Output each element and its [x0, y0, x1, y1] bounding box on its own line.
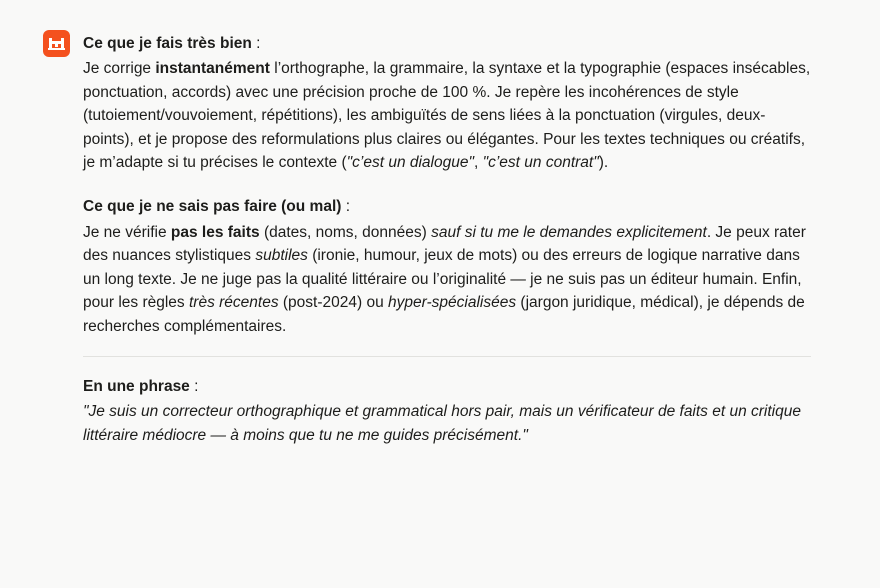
- heading-summary-label: En une phrase: [83, 377, 190, 395]
- strengths-paragraph: [83, 57, 813, 175]
- section-divider: [83, 356, 811, 357]
- text-run: Je corrige: [83, 60, 156, 77]
- italic-run: subtiles: [255, 247, 308, 264]
- cat-logo-icon: [48, 37, 65, 51]
- section-heading-summary: [83, 373, 813, 400]
- bold-run: instantanément: [155, 60, 270, 77]
- heading-summary-suffix: :: [189, 377, 199, 395]
- bold-run: pas les faits: [170, 223, 260, 241]
- text-run: l’orthographe, la grammaire, la syntaxe et la typographie (espaces insécables, ponctuation, accords) avec une précision proche de 100 %. Je repère les incohérences de style (tutoiement/vouvoiement, répétitions), les ambiguïtés de sens liées à la ponctuation (virgules, deux-points), et je propose des reformulations plus claires ou élégantes. Pour les textes techniques ou créatifs, je m’adapte si tu précises le contexte (: [83, 60, 811, 171]
- text-run: . Je peux rater des nuances stylistiques: [83, 223, 806, 264]
- assistant-message: [83, 30, 813, 447]
- text-run: (ironie, humour, jeux de mots) ou des erreurs de logique narrative dans un long texte. Je ne juge pas la qualité littéraire ou l’originalité — je ne suis pas un éditeur humain. Enfin, pour les règles: [83, 247, 802, 311]
- text-run: (dates, noms, données): [259, 223, 432, 241]
- quote-text: "Je suis un correcteur orthographique et grammatical hors pair, mais un vérificateur de faits et un critique littéraire médiocre — à moins que tu ne me guides précisément.": [83, 403, 801, 444]
- heading-strengths-label: Ce que je fais très bien: [83, 34, 252, 52]
- text-run: (post-2024) ou: [278, 294, 389, 311]
- weaknesses-paragraph: [83, 221, 813, 339]
- heading-weaknesses-suffix: :: [341, 198, 351, 216]
- text-run: ).: [598, 154, 609, 171]
- assistant-avatar: [43, 30, 70, 57]
- heading-strengths-suffix: :: [251, 34, 261, 52]
- text-run: (jargon juridique, médical), je dépends de recherches complémentaires.: [83, 294, 805, 335]
- summary-quote: [83, 400, 813, 447]
- heading-weaknesses-label: Ce que je ne sais pas faire (ou mal): [83, 198, 342, 216]
- italic-run: hyper-spécialisées: [388, 294, 517, 311]
- section-heading-weaknesses: [83, 194, 813, 221]
- text-run: ,: [473, 154, 483, 171]
- italic-run: très récentes: [188, 294, 279, 311]
- italic-run: "c’est un dialogue": [346, 154, 474, 171]
- italic-run: "c’est un contrat": [482, 154, 599, 171]
- text-run: Je ne vérifie: [83, 223, 171, 241]
- italic-run: sauf si tu me le demandes explicitement: [431, 223, 707, 241]
- section-heading-strengths: [83, 30, 813, 57]
